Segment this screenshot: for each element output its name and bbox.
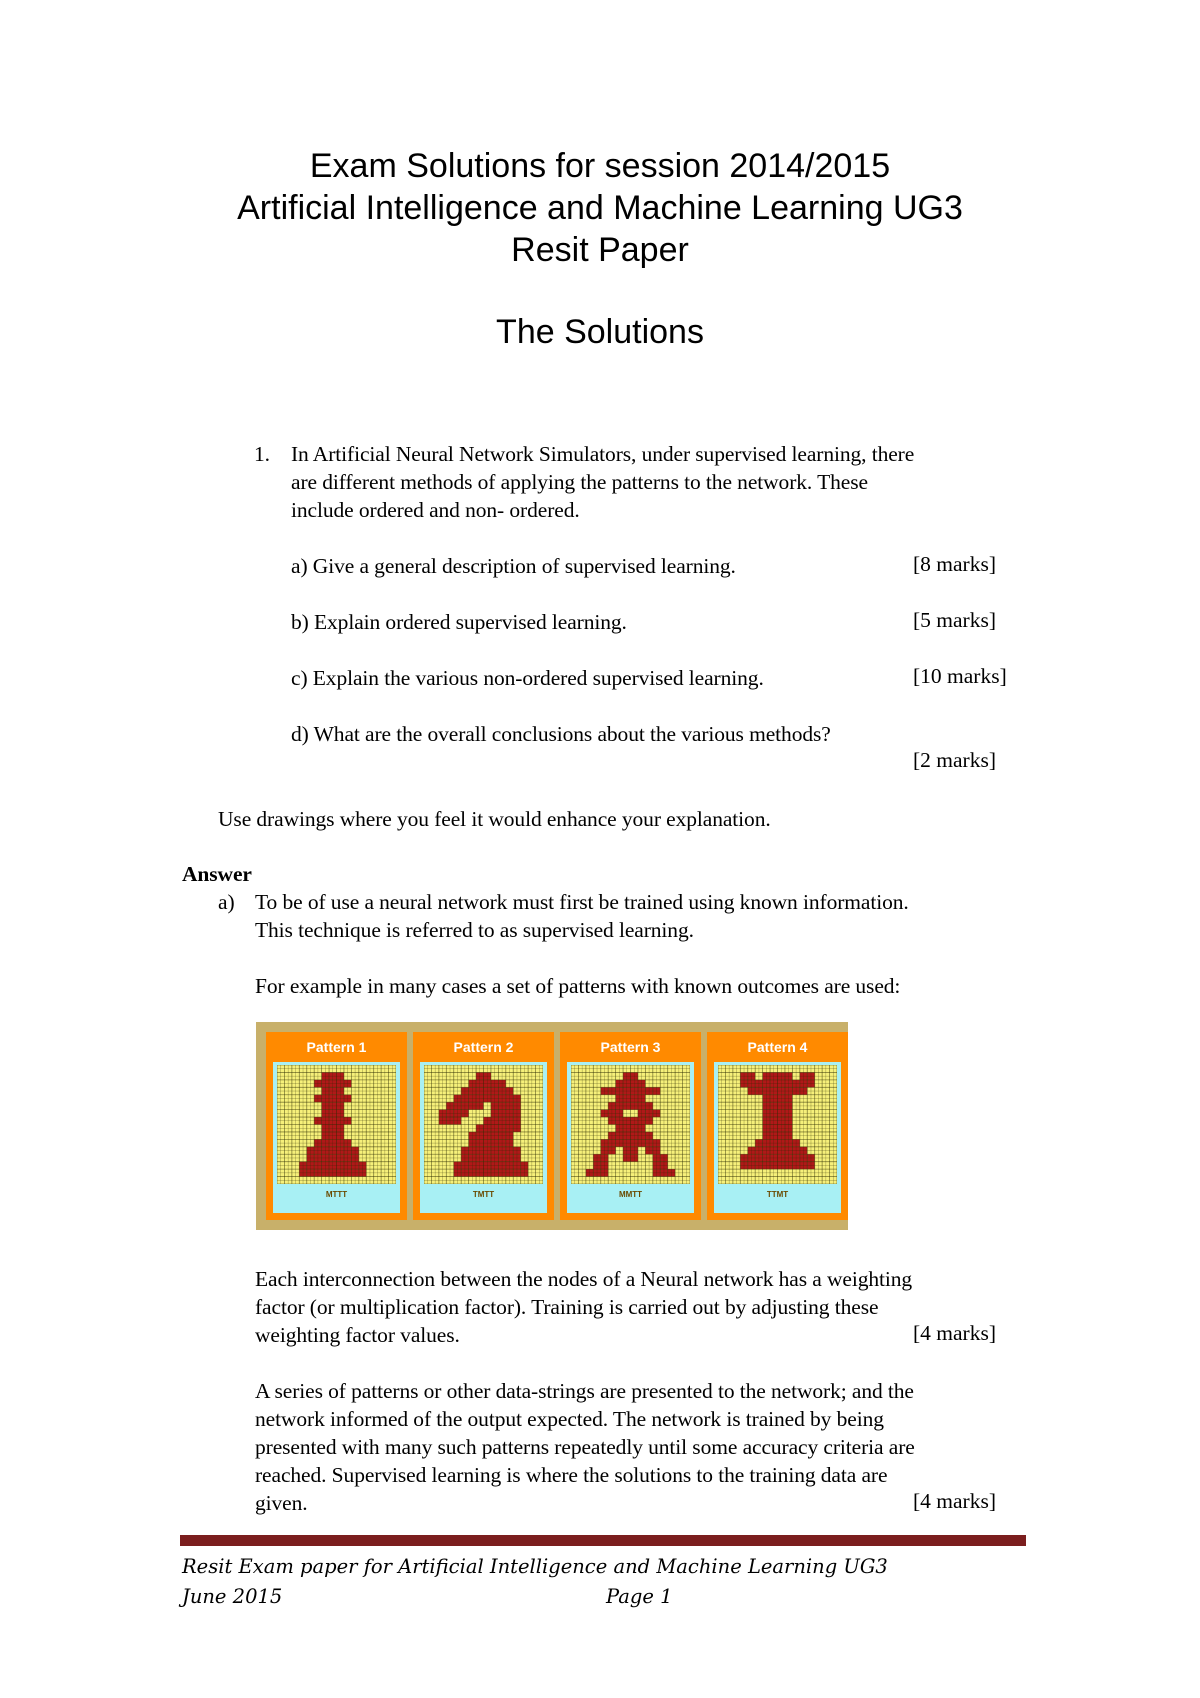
- answer-para3-line2: factor (or multiplication factor). Training is carried out by adjusting these: [255, 1295, 879, 1319]
- answer-para1-line1: To be of use a neural network must first be trained using known information.: [255, 890, 909, 914]
- pattern-caption: TTMT: [766, 1190, 789, 1199]
- pattern-body: [567, 1062, 694, 1213]
- footer-rule: [180, 1535, 1026, 1546]
- answer-para4-marks: [4 marks]: [913, 1489, 996, 1513]
- question-intro-1: In Artificial Neural Network Simulators, under supervised learning, there: [291, 442, 915, 466]
- question-part-c-marks: [10 marks]: [913, 664, 1007, 688]
- answer-para4-line4: reached. Supervised learning is where the solutions to the training data are: [255, 1463, 888, 1487]
- pattern-body: [714, 1062, 841, 1213]
- pattern-grid-image: [718, 1065, 837, 1184]
- pattern-title: Pattern 2: [453, 1039, 514, 1055]
- answer-para2: For example in many cases a set of patterns with known outcomes are used:: [255, 974, 901, 998]
- answer-heading: Answer: [182, 862, 252, 886]
- question-note: Use drawings where you feel it would enhance your explanation.: [218, 807, 771, 831]
- pattern-title: Pattern 1: [306, 1039, 367, 1055]
- answer-para4-line1: A series of patterns or other data-strings are presented to the network; and the: [255, 1379, 914, 1403]
- answer-para4-line2: network informed of the output expected. The network is trained by being: [255, 1407, 884, 1431]
- answer-para1-line2: This technique is referred to as supervised learning.: [255, 918, 694, 942]
- footer-date: June 2015: [182, 1585, 283, 1608]
- pattern-card-4: [707, 1032, 848, 1220]
- question-part-a-marks: [8 marks]: [913, 552, 996, 576]
- answer-para4-line5: given.: [255, 1491, 308, 1515]
- pattern-grid-image: [277, 1065, 396, 1184]
- pattern-grid-image: [571, 1065, 690, 1184]
- question-part-b-marks: [5 marks]: [913, 608, 996, 632]
- pattern-caption: MMTT: [618, 1190, 643, 1199]
- pattern-card-1: [266, 1032, 407, 1220]
- pattern-title: Pattern 4: [747, 1039, 808, 1055]
- answer-para3-line3: weighting factor values.: [255, 1323, 460, 1347]
- answer-para4-line3: presented with many such patterns repeatedly until some accuracy criteria are: [255, 1435, 915, 1459]
- question-part-c: c) Explain the various non-ordered supervised learning.: [291, 666, 764, 690]
- question-part-b: b) Explain ordered supervised learning.: [291, 610, 627, 634]
- pattern-title: Pattern 3: [600, 1039, 661, 1055]
- question-part-d: d) What are the overall conclusions about the various methods?: [291, 722, 831, 746]
- pattern-caption: MTTT: [325, 1190, 348, 1199]
- patterns-figure: [256, 1022, 848, 1230]
- question-number: 1.: [254, 442, 270, 466]
- pattern-card-3: [560, 1032, 701, 1220]
- pattern-body: [273, 1062, 400, 1213]
- pattern-card-2: [413, 1032, 554, 1220]
- title-line-1: Exam Solutions for session 2014/2015: [309, 147, 891, 185]
- answer-para3-line1: Each interconnection between the nodes of a Neural network has a weighting: [255, 1267, 913, 1291]
- answer-label-a: a): [218, 890, 235, 914]
- pattern-body: [420, 1062, 547, 1213]
- question-intro-2: are different methods of applying the patterns to the network. These: [291, 470, 868, 494]
- question-intro-3: include ordered and non- ordered.: [291, 498, 580, 522]
- pattern-grid-image: [424, 1065, 543, 1184]
- title-line-2: Artificial Intelligence and Machine Learning UG3: [237, 189, 963, 227]
- pattern-caption: TMTT: [472, 1190, 495, 1199]
- question-part-d-marks: [2 marks]: [913, 748, 996, 772]
- answer-para3-marks: [4 marks]: [913, 1321, 996, 1345]
- footer-title: Resit Exam paper for Artificial Intelligence and Machine Learning UG3: [182, 1555, 888, 1578]
- title-line-3: Resit Paper: [511, 231, 689, 269]
- question-part-a: a) Give a general description of supervised learning.: [291, 554, 736, 578]
- footer-page-number: Page 1: [606, 1585, 673, 1608]
- subtitle: The Solutions: [496, 313, 704, 351]
